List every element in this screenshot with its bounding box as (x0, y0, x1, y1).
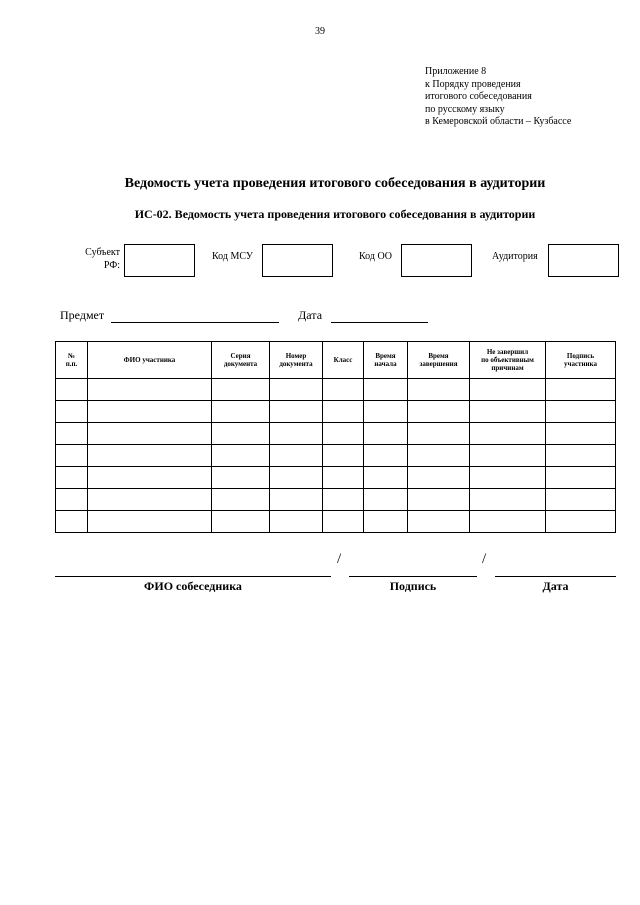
oo-code-field[interactable] (401, 244, 472, 277)
table-row (56, 489, 616, 511)
table-cell[interactable] (56, 467, 88, 489)
table-cell[interactable] (323, 511, 364, 533)
column-header-line: участника (564, 360, 597, 368)
table-row (56, 445, 616, 467)
table-cell[interactable] (88, 423, 212, 445)
column-header-line: по объективным (481, 356, 534, 364)
column-header-line: Номер (285, 352, 307, 360)
table-cell[interactable] (212, 467, 270, 489)
column-header (364, 342, 408, 379)
table-cell[interactable] (364, 423, 408, 445)
table-cell[interactable] (56, 423, 88, 445)
table-cell[interactable] (546, 401, 616, 423)
table-cell[interactable] (88, 379, 212, 401)
table-cell[interactable] (364, 445, 408, 467)
column-header-line: начала (374, 360, 397, 368)
table-cell[interactable] (323, 445, 364, 467)
subject-label-line1: Субъект (85, 247, 120, 258)
table-cell[interactable] (212, 511, 270, 533)
table-cell[interactable] (364, 489, 408, 511)
interviewer-name-field[interactable] (55, 576, 331, 577)
appendix-note (425, 66, 571, 129)
column-header-line: ФИО участника (123, 356, 176, 364)
date-signature-field[interactable] (495, 576, 616, 577)
column-header (56, 342, 88, 379)
appendix-line: к Порядку проведения (425, 78, 521, 90)
appendix-line: по русскому языку (425, 103, 505, 115)
table-cell[interactable] (56, 511, 88, 533)
table-row (56, 511, 616, 533)
table-cell[interactable] (408, 401, 470, 423)
table-cell[interactable] (470, 401, 546, 423)
column-header-line: п.п. (65, 360, 78, 368)
subject-rf-label (78, 246, 120, 272)
column-header (270, 342, 323, 379)
table-cell[interactable] (408, 379, 470, 401)
column-header-line: Не завершил (486, 348, 529, 356)
table-cell[interactable] (56, 489, 88, 511)
appendix-line: в Кемеровской области – Кузбассе (425, 116, 572, 127)
table-cell[interactable] (212, 401, 270, 423)
table-cell[interactable] (323, 379, 364, 401)
table-cell[interactable] (270, 489, 323, 511)
table-cell[interactable] (546, 423, 616, 445)
table-cell[interactable] (364, 511, 408, 533)
table-cell[interactable] (323, 423, 364, 445)
column-header (323, 342, 364, 379)
subject-field[interactable] (111, 310, 279, 323)
table-cell[interactable] (88, 489, 212, 511)
separator-slash: / (337, 551, 342, 567)
signature-label: Подпись (389, 579, 437, 593)
table-cell[interactable] (546, 511, 616, 533)
column-header-line: Класс (333, 356, 353, 364)
column-header (408, 342, 470, 379)
column-header (88, 342, 212, 379)
subject-label: Предмет (60, 308, 105, 322)
subject-rf-field[interactable] (124, 244, 195, 277)
table-cell[interactable] (270, 379, 323, 401)
page-number: 39 (315, 26, 325, 37)
column-header (470, 342, 546, 379)
auditorium-label: Аудитория (492, 251, 538, 262)
table-cell[interactable] (546, 379, 616, 401)
column-header-line: Серия (230, 352, 251, 360)
table-cell[interactable] (323, 467, 364, 489)
table-cell[interactable] (470, 379, 546, 401)
table-cell[interactable] (212, 379, 270, 401)
table-cell[interactable] (546, 467, 616, 489)
table-cell[interactable] (408, 467, 470, 489)
table-row (56, 467, 616, 489)
table-row (56, 379, 616, 401)
table-cell[interactable] (270, 467, 323, 489)
date-label: Дата (298, 308, 323, 322)
table-cell[interactable] (364, 467, 408, 489)
document-title: Ведомость учета проведения итогового собеседования в аудитории (124, 176, 546, 191)
separator-slash: / (482, 551, 487, 567)
form-subtitle: ИС-02. Ведомость учета проведения итогового собеседования в аудитории (134, 207, 536, 221)
column-header-line: Время (375, 352, 396, 360)
appendix-line: итогового собеседования (425, 91, 532, 102)
oo-code-label: Код ОО (359, 251, 392, 262)
table-cell[interactable] (212, 423, 270, 445)
column-header-line: причинам (491, 364, 524, 372)
table-cell[interactable] (546, 445, 616, 467)
table-cell[interactable] (270, 445, 323, 467)
table-cell[interactable] (364, 401, 408, 423)
column-header-line: Подпись (566, 352, 595, 360)
table-cell[interactable] (470, 423, 546, 445)
table-cell[interactable] (408, 489, 470, 511)
table-cell[interactable] (212, 489, 270, 511)
table-row (56, 423, 616, 445)
table-cell[interactable] (408, 445, 470, 467)
table-cell[interactable] (470, 511, 546, 533)
table-cell[interactable] (88, 467, 212, 489)
signature-field[interactable] (349, 576, 477, 577)
table-cell[interactable] (212, 445, 270, 467)
interviewer-label: ФИО собеседника (144, 579, 242, 593)
table-cell[interactable] (88, 511, 212, 533)
table-header-row (56, 342, 616, 379)
subject-date-row (60, 308, 428, 323)
column-header-line: документа (223, 360, 258, 368)
table-cell[interactable] (270, 511, 323, 533)
table-cell[interactable] (470, 445, 546, 467)
registration-table (55, 341, 616, 533)
subject-label-line2: РФ: (103, 260, 120, 271)
table-cell[interactable] (56, 379, 88, 401)
column-header-line: завершения (419, 360, 458, 368)
msu-code-field[interactable] (262, 244, 333, 277)
appendix-line: Приложение 8 (425, 66, 487, 77)
table-cell[interactable] (470, 489, 546, 511)
column-header (212, 342, 270, 379)
table-cell[interactable] (408, 423, 470, 445)
table-cell[interactable] (88, 401, 212, 423)
table-cell[interactable] (408, 511, 470, 533)
date-signature-label: Дата (542, 579, 569, 593)
column-header-line: Время (428, 352, 449, 360)
date-field[interactable] (331, 310, 428, 323)
column-header-line: документа (279, 360, 313, 368)
table-cell[interactable] (546, 489, 616, 511)
table-cell[interactable] (364, 379, 408, 401)
table-cell[interactable] (56, 445, 88, 467)
table-row (56, 401, 616, 423)
table-cell[interactable] (56, 401, 88, 423)
column-header-line: № (67, 352, 76, 360)
table-cell[interactable] (323, 401, 364, 423)
auditorium-field[interactable] (548, 244, 619, 277)
table-cell[interactable] (270, 423, 323, 445)
msu-code-label: Код МСУ (212, 251, 253, 262)
table-cell[interactable] (323, 489, 364, 511)
table-cell[interactable] (270, 401, 323, 423)
table-cell[interactable] (88, 445, 212, 467)
table-cell[interactable] (470, 467, 546, 489)
column-header (546, 342, 616, 379)
